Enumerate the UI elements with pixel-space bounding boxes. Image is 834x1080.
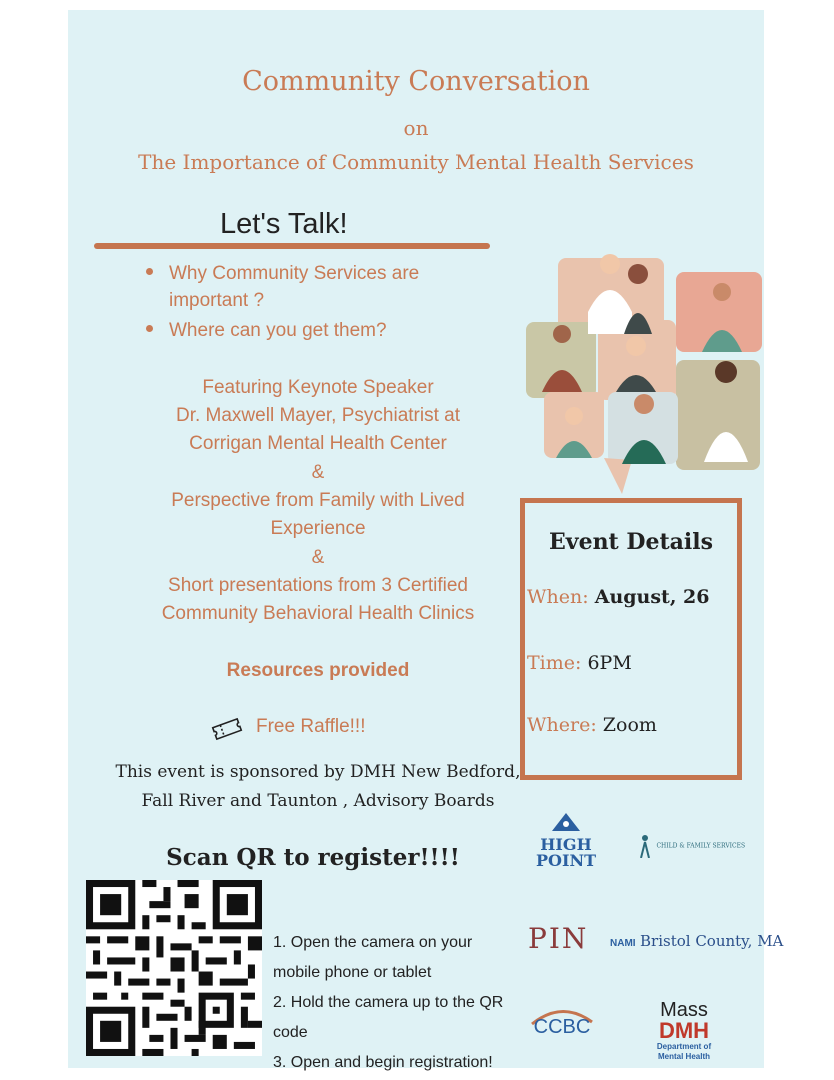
pin-logo: PIN: [528, 922, 589, 955]
ticket-icon: [210, 716, 244, 742]
mass-text: Mass: [660, 999, 708, 1021]
family-figure-icon: [638, 834, 652, 858]
event-details-title: Event Details: [549, 529, 713, 555]
child-family-text: CHILD & FAMILY SERVICES: [656, 842, 746, 850]
dmh-sub: Mental Health: [657, 1052, 710, 1061]
qr-code[interactable]: [86, 880, 262, 1056]
event-title: Community Conversation: [242, 66, 590, 97]
time-label: Time:: [527, 652, 582, 674]
ccbc-logo: [530, 1006, 594, 1050]
time-row: [527, 652, 632, 674]
ccbc-text: CCBC: [533, 1016, 591, 1038]
dmh-sub: Department of: [656, 1042, 712, 1051]
nami-text: Bristol County, MA: [640, 932, 784, 950]
registration-steps: [273, 928, 528, 1078]
when-label: When:: [527, 586, 589, 608]
scan-qr-heading: Scan QR to register!!!!: [166, 844, 460, 871]
where-row: [527, 714, 657, 736]
bullet-item: Where can you get them?: [146, 320, 387, 342]
where-value: Zoom: [602, 714, 657, 736]
sponsor-line: This event is sponsored by DMH New Bedford,: [115, 762, 521, 782]
nami-logo: [610, 932, 783, 951]
sponsor-text: [88, 758, 548, 816]
bullet-item: Why Community Services are: [146, 263, 419, 285]
sponsor-line: Fall River and Taunton , Advisory Boards: [141, 791, 495, 811]
bullet-item-continued: important ?: [169, 290, 265, 311]
bullet-dot-icon: [146, 268, 153, 275]
heading-divider: [94, 243, 490, 249]
lets-talk-heading: Let's Talk!: [220, 208, 348, 240]
perspective-line-2: Experience: [270, 518, 366, 539]
step-line: 1. Open the camera on your: [273, 934, 473, 951]
child-family-services-logo: [638, 834, 745, 858]
ampersand: &: [311, 547, 325, 568]
where-label: Where:: [527, 714, 597, 736]
speaker-line: Dr. Maxwell Mayer, Psychiatrist at: [175, 405, 461, 426]
time-value: 6PM: [587, 652, 632, 674]
resources-provided: Resources provided: [226, 660, 410, 681]
dmh-text: DMH: [658, 1018, 710, 1043]
people-conversation-illustration: [526, 242, 764, 494]
featuring-line: Featuring Keynote Speaker: [202, 377, 434, 398]
event-details-box: [520, 498, 742, 780]
step-line: mobile phone or tablet: [273, 964, 432, 981]
perspective-line: Perspective from Family with Lived: [171, 490, 465, 511]
event-subtitle: The Importance of Community Mental Health Services: [138, 150, 694, 174]
mass-dmh-logo: [646, 1000, 722, 1062]
ampersand: &: [311, 462, 325, 483]
flyer: [68, 10, 784, 1071]
when-row: [527, 586, 710, 608]
presentations-line-2: Community Behavioral Health Clinics: [161, 603, 475, 624]
when-value: August, 26: [594, 586, 710, 608]
high-point-logo: [536, 812, 596, 869]
nami-prefix: NAMI: [610, 938, 636, 949]
step-line: 3. Open and begin registration!: [273, 1054, 493, 1071]
high-point-text: POINT: [536, 851, 596, 870]
event-on: on: [403, 116, 429, 140]
speaker-center: Corrigan Mental Health Center: [189, 433, 447, 454]
high-point-text: HIGH: [540, 835, 592, 854]
triangle-logo-icon: [551, 812, 581, 832]
presentations-line: Short presentations from 3 Certified: [168, 575, 468, 596]
free-raffle: Free Raffle!!!: [256, 716, 366, 737]
bullet-dot-icon: [146, 325, 153, 332]
step-line: code: [273, 1024, 308, 1041]
step-line: 2. Hold the camera up to the QR: [273, 994, 504, 1011]
